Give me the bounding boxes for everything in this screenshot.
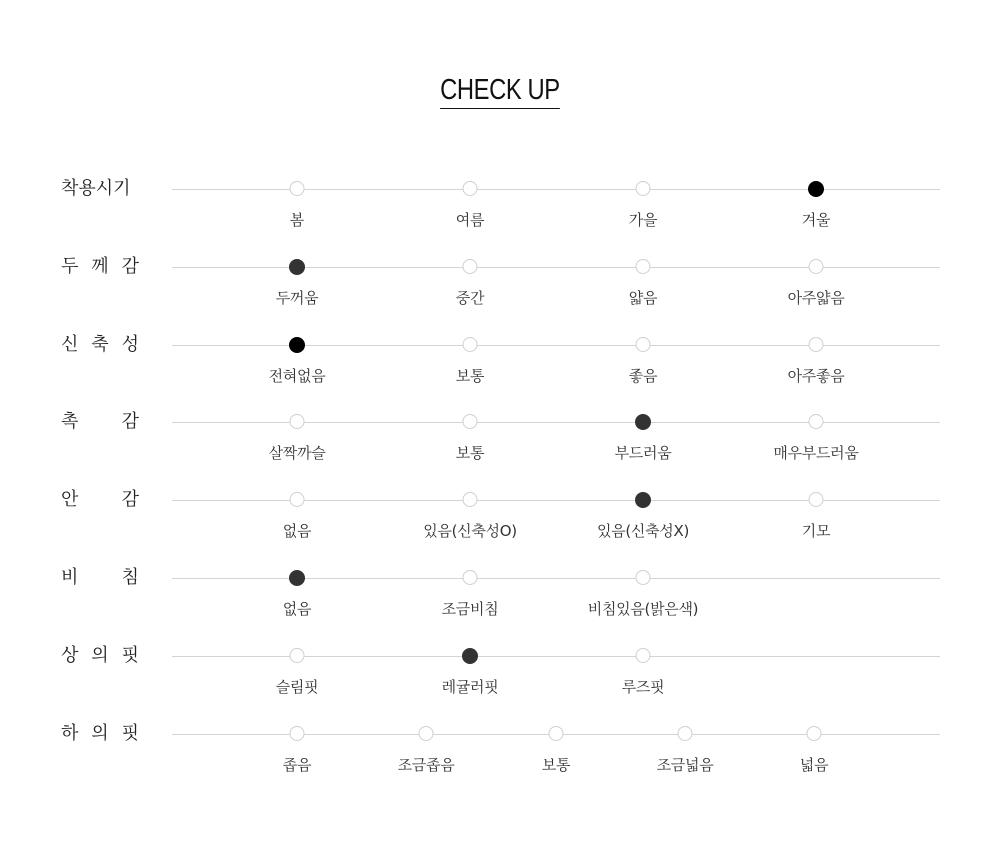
checkup-row-lining	[0, 489, 1000, 560]
checkup-row-sheerness	[0, 567, 1000, 638]
row-label-char: 의	[91, 645, 109, 666]
row-label-char: 감	[121, 256, 139, 277]
option-radio[interactable]	[636, 337, 651, 352]
option-radio[interactable]	[636, 570, 651, 585]
scale-track	[172, 500, 940, 501]
option-radio[interactable]	[290, 414, 305, 429]
option-radio-selected[interactable]	[462, 648, 478, 664]
option-radio[interactable]	[290, 181, 305, 196]
checkup-row-top-fit	[0, 645, 1000, 716]
row-label-top-fit	[61, 643, 139, 669]
checkup-title-wrap	[0, 72, 1000, 109]
option-label: 좋음	[628, 367, 658, 385]
option-label: 넓음	[799, 756, 829, 774]
option-label: 루즈핏	[621, 678, 665, 696]
option-radio[interactable]	[290, 648, 305, 663]
option-radio-selected[interactable]	[635, 492, 651, 508]
option-radio-selected[interactable]	[289, 570, 305, 586]
row-label-char: 침	[121, 567, 139, 588]
checkup-row-season	[0, 178, 1000, 249]
option-radio[interactable]	[678, 726, 693, 741]
row-label-char: 께	[91, 256, 109, 277]
option-label: 두꺼움	[275, 289, 319, 307]
option-radio[interactable]	[463, 492, 478, 507]
option-label: 조금넓음	[656, 756, 714, 774]
option-label: 있음(신축성O)	[423, 522, 517, 540]
option-label: 부드러움	[614, 444, 672, 462]
option-label: 여름	[455, 211, 485, 229]
option-label: 전혀없음	[268, 367, 326, 385]
option-radio-selected[interactable]	[289, 259, 305, 275]
option-label: 보통	[541, 756, 571, 774]
scale-track	[172, 267, 940, 268]
option-label: 매우부드러움	[773, 444, 859, 462]
row-label-char: 핏	[121, 645, 139, 666]
option-radio[interactable]	[419, 726, 434, 741]
scale-track	[172, 345, 940, 346]
row-label-char: 상	[61, 645, 79, 666]
option-label: 아주얇음	[787, 289, 845, 307]
page-title: CHECK UP	[440, 72, 560, 109]
option-radio[interactable]	[290, 726, 305, 741]
option-label: 얇음	[628, 289, 658, 307]
checkup-row-texture	[0, 411, 1000, 482]
scale-track	[172, 422, 940, 423]
option-radio-selected[interactable]	[808, 181, 824, 197]
option-label: 없음	[282, 600, 312, 618]
option-label: 있음(신축성X)	[596, 522, 690, 540]
option-label: 레귤러핏	[441, 678, 499, 696]
row-label-sheerness	[61, 565, 139, 591]
option-radio[interactable]	[809, 492, 824, 507]
option-label: 겨울	[801, 211, 831, 229]
option-radio-selected[interactable]	[635, 414, 651, 430]
option-radio[interactable]	[807, 726, 822, 741]
option-radio[interactable]	[463, 337, 478, 352]
row-label-season	[61, 176, 139, 202]
row-label-char: 비	[61, 567, 79, 588]
row-label-char: 두	[61, 256, 79, 277]
option-label: 가을	[628, 211, 658, 229]
option-radio[interactable]	[463, 181, 478, 196]
option-label: 없음	[282, 522, 312, 540]
option-label: 조금좁음	[397, 756, 455, 774]
row-label-char: 신	[61, 334, 79, 355]
scale-track	[172, 656, 940, 657]
option-label: 보통	[455, 444, 485, 462]
option-radio[interactable]	[636, 259, 651, 274]
row-label-lining	[61, 487, 139, 513]
option-radio[interactable]	[549, 726, 564, 741]
checkup-row-thickness	[0, 256, 1000, 327]
row-label-char: 축	[91, 334, 109, 355]
scale-track	[172, 189, 940, 190]
row-label-char: 의	[91, 723, 109, 744]
row-label-thickness	[61, 254, 139, 280]
option-radio[interactable]	[463, 570, 478, 585]
option-radio[interactable]	[463, 414, 478, 429]
option-radio[interactable]	[463, 259, 478, 274]
option-radio[interactable]	[636, 181, 651, 196]
row-label-char: 안	[61, 489, 79, 510]
option-label: 기모	[801, 522, 831, 540]
option-radio[interactable]	[290, 492, 305, 507]
option-label: 조금비침	[441, 600, 499, 618]
option-label: 중간	[455, 289, 485, 307]
option-label: 봄	[289, 211, 305, 229]
option-radio[interactable]	[809, 337, 824, 352]
row-label-char: 핏	[121, 723, 139, 744]
option-label: 좁음	[282, 756, 312, 774]
row-label-char: 감	[121, 489, 139, 510]
row-label-char: 하	[61, 723, 79, 744]
checkup-row-bottom-fit	[0, 723, 1000, 794]
option-radio[interactable]	[636, 648, 651, 663]
option-radio[interactable]	[809, 259, 824, 274]
row-label-bottom-fit	[61, 721, 139, 747]
row-label-char: 감	[121, 411, 139, 432]
row-label-texture	[61, 409, 139, 435]
row-label-stretch	[61, 332, 139, 358]
scale-track	[172, 578, 940, 579]
option-label: 아주좋음	[787, 367, 845, 385]
option-label: 슬림핏	[275, 678, 319, 696]
option-label: 보통	[455, 367, 485, 385]
row-label-char: 성	[121, 334, 139, 355]
checkup-row-stretch	[0, 334, 1000, 405]
option-label: 살짝까슬	[268, 444, 326, 462]
row-label-char: 촉	[61, 411, 79, 432]
option-radio[interactable]	[809, 414, 824, 429]
option-radio-selected[interactable]	[289, 337, 305, 353]
option-label: 비침있음(밝은색)	[587, 600, 699, 618]
row-label-char: 착용시기	[61, 178, 131, 199]
